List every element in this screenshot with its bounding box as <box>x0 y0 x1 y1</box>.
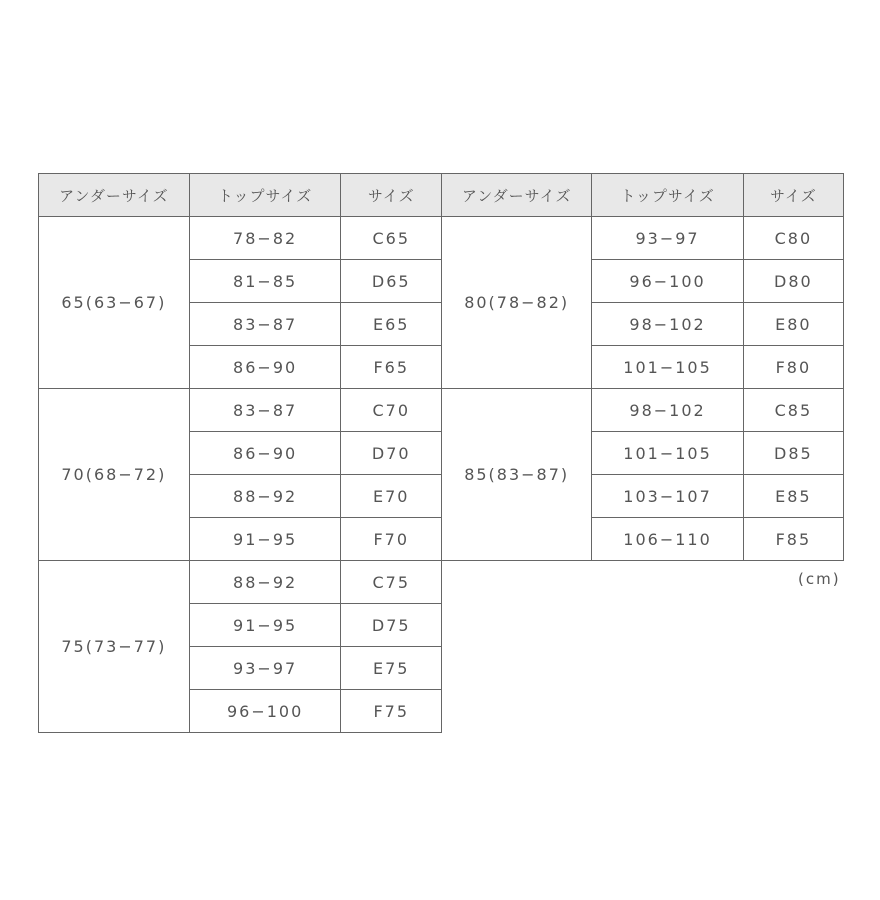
top-size-cell: 78−82 <box>189 217 341 260</box>
under-size-cell: 85(83−87) <box>442 389 592 561</box>
top-size-cell: 91−95 <box>189 518 341 561</box>
header-row <box>39 174 442 217</box>
top-size-cell: 88−92 <box>189 561 341 604</box>
size-cell: F75 <box>341 690 442 733</box>
table-row <box>39 389 442 432</box>
size-cell: E75 <box>341 647 442 690</box>
top-size-cell: 101−105 <box>592 432 743 475</box>
header-row <box>442 174 844 217</box>
header-under-size: アンダーサイズ <box>39 174 190 217</box>
table-row <box>442 217 844 260</box>
header-size: サイズ <box>341 174 442 217</box>
size-cell: F70 <box>341 518 442 561</box>
top-size-cell: 83−87 <box>189 389 341 432</box>
top-size-cell: 98−102 <box>592 389 743 432</box>
size-cell: D85 <box>743 432 843 475</box>
size-cell: C85 <box>743 389 843 432</box>
top-size-cell: 98−102 <box>592 303 743 346</box>
top-size-cell: 93−97 <box>592 217 743 260</box>
header-under-size: アンダーサイズ <box>442 174 592 217</box>
table-row <box>39 217 442 260</box>
top-size-cell: 81−85 <box>189 260 341 303</box>
size-cell: E85 <box>743 475 843 518</box>
size-cell: E70 <box>341 475 442 518</box>
size-cell: E80 <box>743 303 843 346</box>
top-size-cell: 83−87 <box>189 303 341 346</box>
header-size: サイズ <box>743 174 843 217</box>
size-cell: D80 <box>743 260 843 303</box>
size-cell: C80 <box>743 217 843 260</box>
top-size-cell: 93−97 <box>189 647 341 690</box>
top-size-cell: 96−100 <box>592 260 743 303</box>
size-table-right <box>441 173 844 561</box>
table-row <box>442 389 844 432</box>
size-cell: D70 <box>341 432 442 475</box>
top-size-cell: 96−100 <box>189 690 341 733</box>
top-size-cell: 103−107 <box>592 475 743 518</box>
size-cell: E65 <box>341 303 442 346</box>
under-size-cell: 80(78−82) <box>442 217 592 389</box>
top-size-cell: 101−105 <box>592 346 743 389</box>
size-cell: F80 <box>743 346 843 389</box>
size-cell: D65 <box>341 260 442 303</box>
under-size-cell: 75(73−77) <box>39 561 190 733</box>
size-cell: C70 <box>341 389 442 432</box>
top-size-cell: 86−90 <box>189 346 341 389</box>
size-cell: D75 <box>341 604 442 647</box>
top-size-cell: 91−95 <box>189 604 341 647</box>
top-size-cell: 88−92 <box>189 475 341 518</box>
size-cell: C65 <box>341 217 442 260</box>
top-size-cell: 106−110 <box>592 518 743 561</box>
under-size-cell: 65(63−67) <box>39 217 190 389</box>
header-top-size: トップサイズ <box>592 174 743 217</box>
table-row <box>39 561 442 604</box>
size-cell: F65 <box>341 346 442 389</box>
header-top-size: トップサイズ <box>189 174 341 217</box>
size-cell: F85 <box>743 518 843 561</box>
size-cell: C75 <box>341 561 442 604</box>
under-size-cell: 70(68−72) <box>39 389 190 561</box>
top-size-cell: 86−90 <box>189 432 341 475</box>
unit-label: (cm) <box>798 570 841 588</box>
size-table-left <box>38 173 442 733</box>
